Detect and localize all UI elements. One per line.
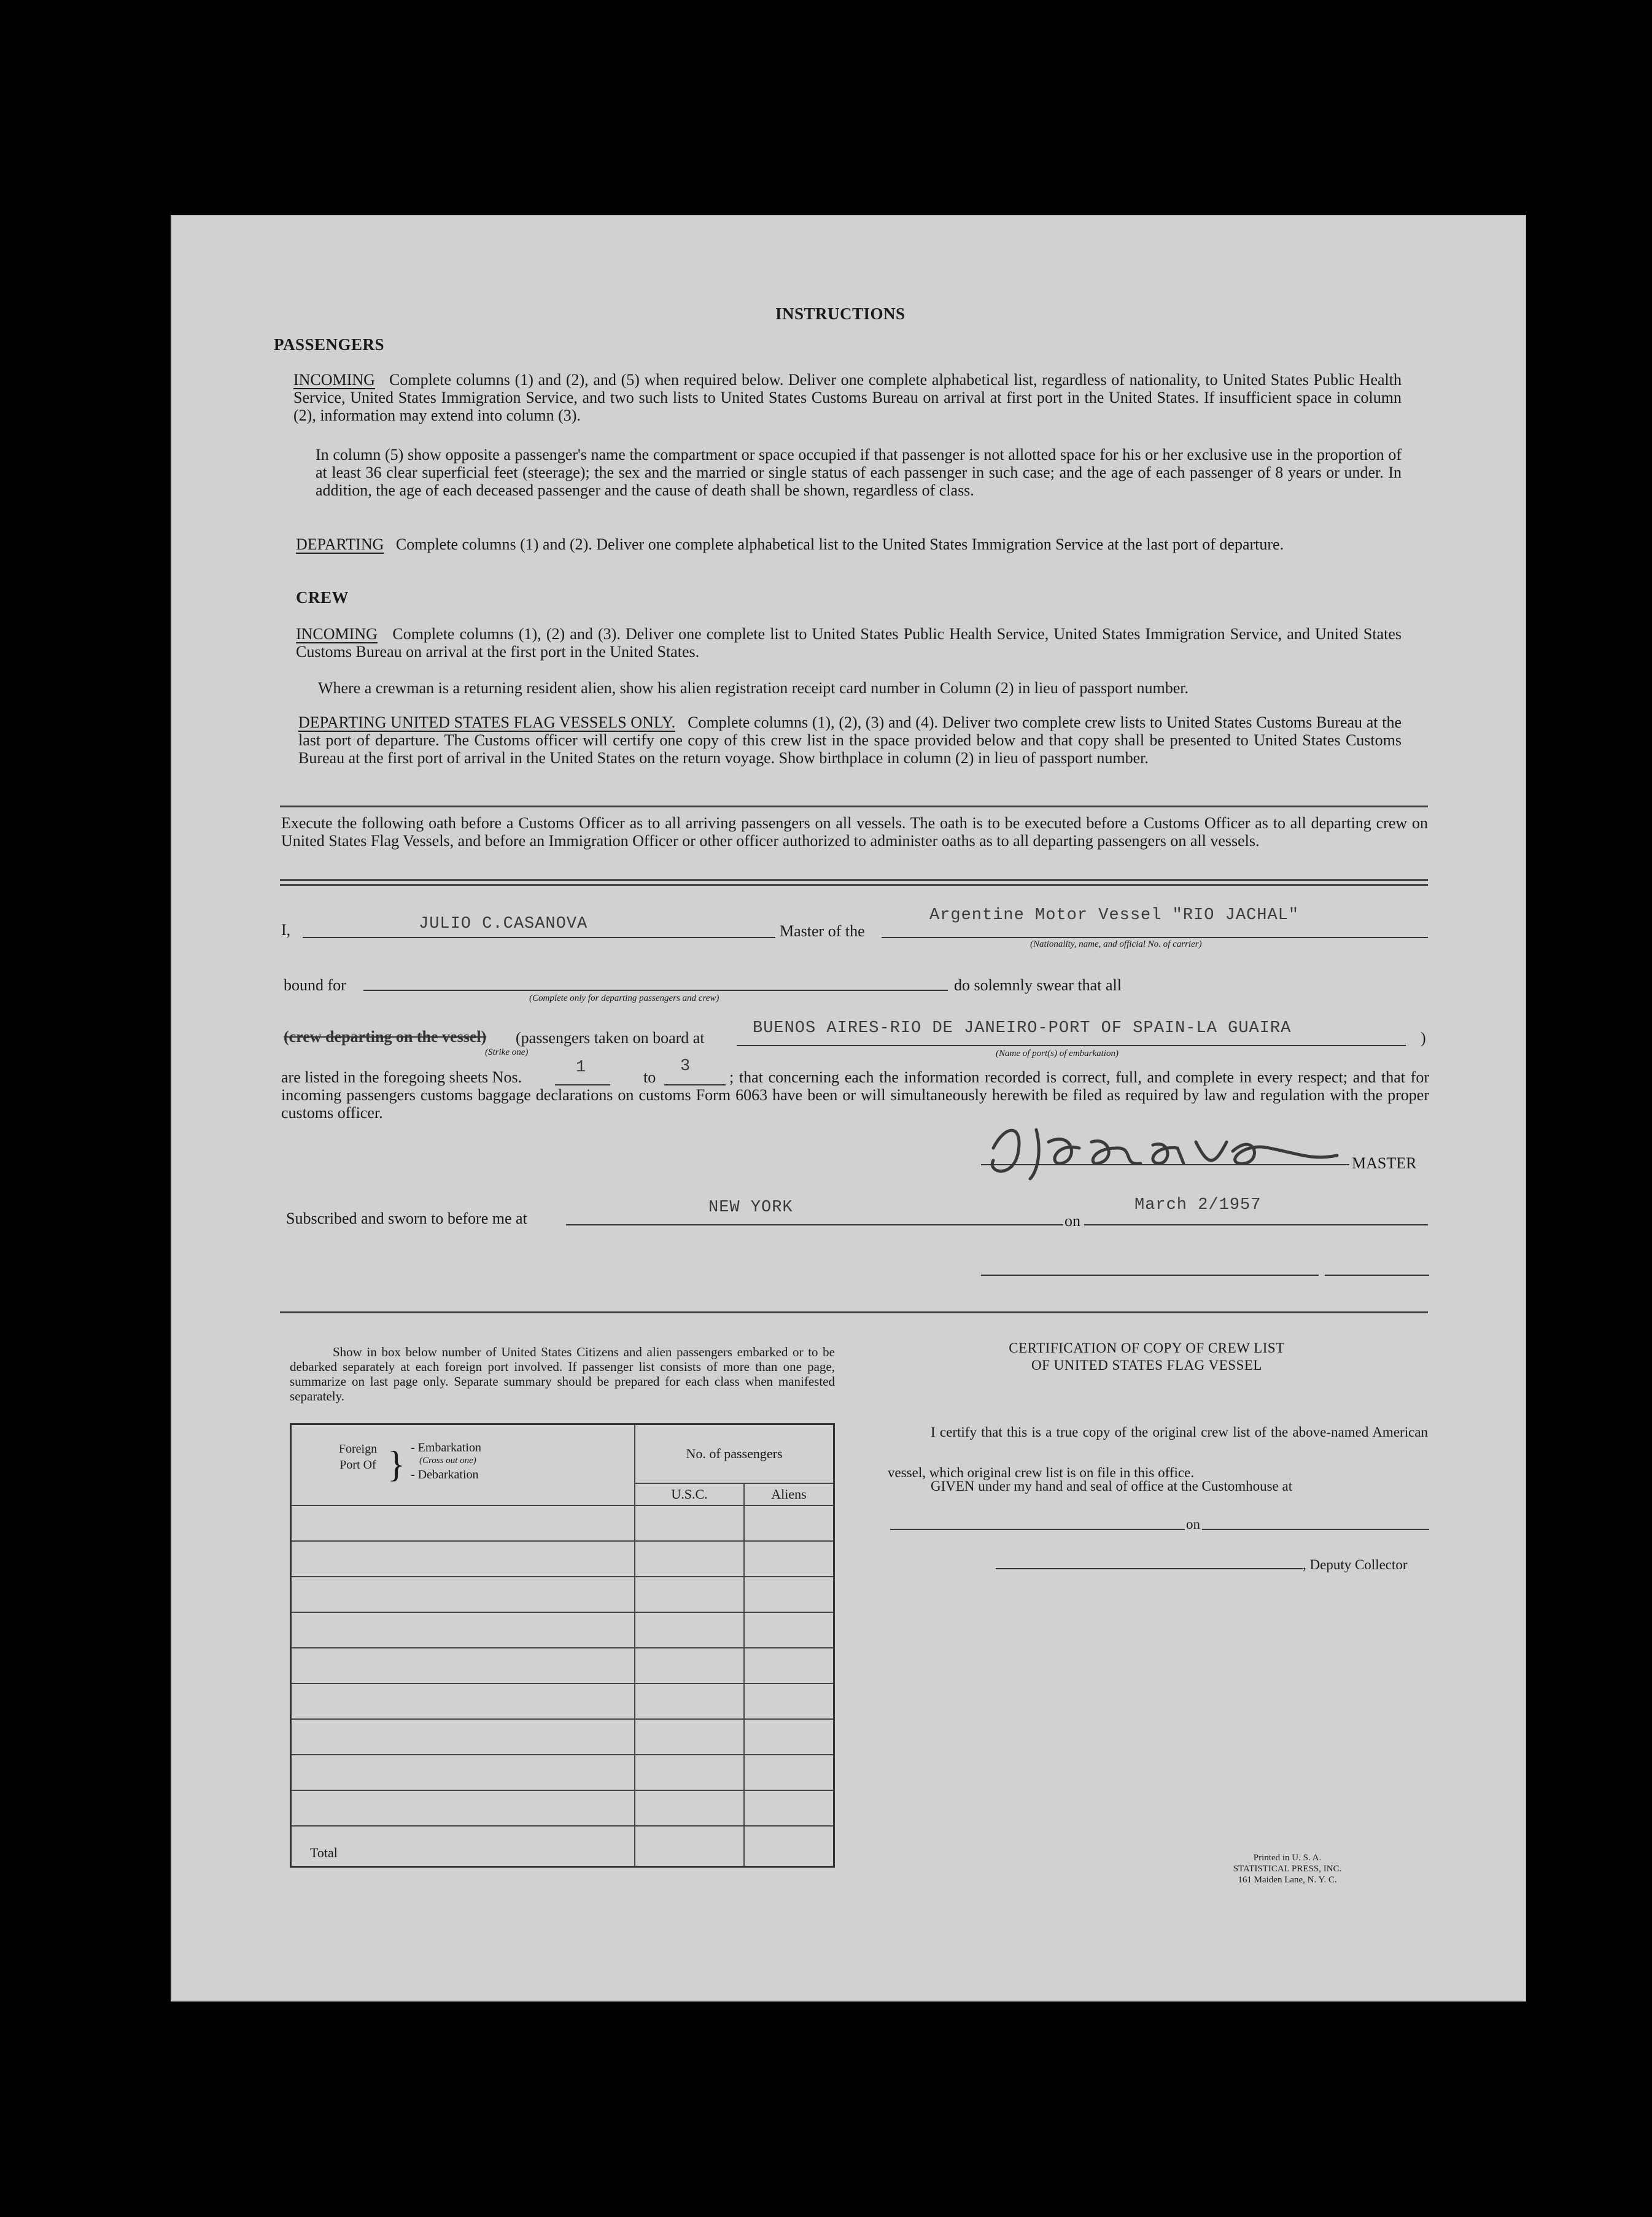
flag-vessels-label: DEPARTING UNITED STATES FLAG VESSELS ONLY.: [298, 713, 676, 731]
flag-vessels-paragraph: [298, 713, 1402, 767]
port-cell[interactable]: [291, 1683, 635, 1719]
aliens-cell[interactable]: [744, 1505, 834, 1541]
master-of-label: Master of the: [780, 922, 865, 940]
cert-date-line: [1202, 1529, 1429, 1530]
crew-incoming-text: Complete columns (1), (2) and (3). Deliver one complete list to United States Public Health Service, United States Immigration Service, and United States Customs Bureau on arrival at the first port in the United States.: [296, 625, 1402, 661]
departing-text: Complete columns (1) and (2). Deliver one complete alphabetical list to the United States Immigration Service at the last port of departure.: [395, 535, 1284, 553]
ports-line: [737, 1045, 1406, 1046]
given-text: GIVEN under my hand and seal of office at the Customhouse at: [931, 1478, 1293, 1494]
deputy-line: [996, 1568, 1303, 1569]
passengers-departing-paragraph: [296, 535, 1402, 553]
deputy-label: , Deputy Collector: [1303, 1557, 1408, 1572]
cert-on-label: on: [1186, 1516, 1200, 1532]
port-cell[interactable]: [291, 1719, 635, 1755]
aliens-cell[interactable]: [744, 1683, 834, 1719]
passengers-heading: PASSENGERS: [274, 335, 385, 354]
total-aliens-cell[interactable]: [744, 1826, 834, 1867]
date-value: March 2/1957: [1134, 1196, 1262, 1214]
cross-caption: (Cross out one): [419, 1455, 476, 1466]
aliens-cell[interactable]: [744, 1755, 834, 1790]
aliens-cell[interactable]: [744, 1541, 834, 1577]
certify-text: I certify that this is a true copy of the original crew list of the above-named American vessel, which original crew list is on file in this office.: [888, 1424, 1428, 1480]
foreign-port-label: Foreign Port Of: [338, 1442, 378, 1472]
table-header-row: [291, 1424, 834, 1483]
master-name-line: [303, 937, 775, 938]
date-line: [1084, 1224, 1428, 1225]
table-row: [291, 1683, 834, 1719]
usc-cell[interactable]: [635, 1541, 744, 1577]
passengers-incoming-paragraph: [293, 371, 1402, 424]
usc-cell[interactable]: [635, 1648, 744, 1683]
on-label: on: [1064, 1212, 1080, 1230]
usc-cell[interactable]: [635, 1683, 744, 1719]
aliens-cell[interactable]: [744, 1648, 834, 1683]
sheet-to-value: 3: [680, 1057, 691, 1076]
vessel-value: Argentine Motor Vessel "RIO JACHAL": [929, 906, 1300, 925]
table-row: [291, 1612, 834, 1648]
incoming-text: Complete columns (1) and (2), and (5) when required below. Deliver one complete alphabetical list, regardless of nationality, to United States Public Health Service, United States Immigration Service, and two such lists to United States Customs Bureau on arrival at first port in the United States. If insufficient space in column (2), information may extend into column (3).: [293, 371, 1402, 424]
port-cell[interactable]: [291, 1790, 635, 1826]
total-label: Total: [291, 1826, 635, 1867]
vessel-line: [882, 937, 1428, 938]
aliens-cell[interactable]: [744, 1790, 834, 1826]
summary-instruction: Show in box below number of United States Citizens and alien passengers embarked or to be debarked separately at each foreign port involved. If passenger list consists of more than one page, summarize on last page only. Separate summary should be prepared for each class when manifested separately.: [290, 1345, 835, 1404]
usc-cell[interactable]: [635, 1719, 744, 1755]
oath-i-label: I,: [281, 921, 291, 939]
foreign-port-header: [291, 1424, 635, 1505]
table-row: [291, 1790, 834, 1826]
total-usc-cell[interactable]: [635, 1826, 744, 1867]
table-row: [291, 1577, 834, 1612]
column5-paragraph: In column (5) show opposite a passenger's name the compartment or space occupied if that passenger is not allotted space for his or her exclusive use in the proportion of at least 36 clear superficial feet (steerage); the sex and the married or single status of each passenger in such case; and the age of each passenger of 8 years or under. In addition, the age of each deceased passenger and the cause of death shall be shown, regardless of class.: [316, 446, 1402, 499]
crew-incoming-label: INCOMING: [296, 625, 378, 643]
passengers-header: No. of passengers: [635, 1424, 834, 1483]
instructions-title: INSTRUCTIONS: [775, 305, 905, 323]
usc-header: U.S.C.: [635, 1483, 744, 1505]
port-cell[interactable]: [291, 1648, 635, 1683]
document-page: [171, 215, 1526, 2002]
signature-line: [981, 1164, 1349, 1165]
officer-title-line: [1325, 1275, 1429, 1276]
master-name-value: JULIO C.CASANOVA: [419, 915, 588, 933]
table-row: [291, 1505, 834, 1541]
bound-for-caption: (Complete only for departing passengers and crew): [529, 993, 719, 1003]
place-line: [566, 1224, 1063, 1225]
printer-imprint: [1214, 1852, 1361, 1885]
ports-value: BUENOS AIRES-RIO DE JANEIRO-PORT OF SPAIN-LA GUAIRA: [753, 1019, 1292, 1038]
divider: [280, 879, 1428, 881]
customhouse-line: [890, 1529, 1185, 1530]
aliens-cell[interactable]: [744, 1577, 834, 1612]
master-signature: [969, 1105, 1349, 1191]
brace: }: [387, 1443, 405, 1485]
table-row: [291, 1541, 834, 1577]
table-row: [291, 1755, 834, 1790]
crew-heading: CREW: [296, 588, 349, 607]
place-value: NEW YORK: [708, 1198, 793, 1217]
aliens-cell[interactable]: [744, 1612, 834, 1648]
master-label: MASTER: [1352, 1154, 1417, 1172]
departing-label: DEPARTING: [296, 535, 384, 553]
subscribed-label: Subscribed and sworn to before me at: [286, 1209, 527, 1227]
to-label: to: [643, 1068, 656, 1086]
close-paren: ): [1421, 1029, 1426, 1047]
printer-line3: 161 Maiden Lane, N. Y. C.: [1238, 1875, 1337, 1885]
passengers-label: (passengers taken on board at: [516, 1029, 705, 1047]
aliens-cell[interactable]: [744, 1719, 834, 1755]
flag-vessels-text: Complete columns (1), (2), (3) and (4). Deliver two complete crew lists to United States Customs Bureau at the last port of departure. The Customs officer will certify one copy of this crew list in the space provided below and that copy shall be presented to United States Customs Bureau at the first port of arrival in the United States on the return voyage. Show birthplace in column (2) in lieu of passport number.: [298, 713, 1402, 767]
printer-line1: Printed in U. S. A.: [1253, 1853, 1322, 1863]
sheet-from-value: 1: [576, 1058, 587, 1077]
crew-incoming-paragraph: [296, 625, 1402, 661]
table-row: [291, 1719, 834, 1755]
bound-for-label: bound for: [284, 976, 346, 994]
strike-caption: (Strike one): [485, 1047, 529, 1057]
certification-title-line1: CERTIFICATION OF COPY OF CREW LIST: [1009, 1340, 1285, 1356]
certification-title-line2: OF UNITED STATES FLAG VESSEL: [1031, 1357, 1262, 1373]
divider: [280, 1311, 1428, 1313]
listed-label: are listed in the foregoing sheets Nos.: [281, 1068, 522, 1086]
total-row: [291, 1826, 834, 1867]
crew-departing-struck: (crew departing on the vessel): [284, 1028, 487, 1046]
debarkation-label: - Debarkation: [411, 1467, 479, 1481]
port-cell[interactable]: [291, 1577, 635, 1612]
divider: [280, 806, 1428, 807]
usc-cell[interactable]: [635, 1790, 744, 1826]
officer-line: [981, 1275, 1319, 1276]
usc-cell[interactable]: [635, 1577, 744, 1612]
crew-resident-paragraph: Where a crewman is a returning resident alien, show his alien registration receipt card number in Column (2) in lieu of passport number.: [318, 679, 1189, 697]
embarkation-label: - Embarkation: [411, 1440, 481, 1454]
usc-cell[interactable]: [635, 1612, 744, 1648]
usc-cell[interactable]: [635, 1755, 744, 1790]
oath-intro: Execute the following oath before a Customs Officer as to all arriving passengers on all vessels. The oath is to be executed before a Customs Officer as to all departing crew on United States Flag Vessels, and before an Immigration Officer or other officer authorized to administer oaths as to all departing passengers on all vessels.: [281, 814, 1428, 850]
certification-title: [987, 1340, 1306, 1374]
incoming-label: INCOMING: [293, 371, 375, 389]
statement-tail: ; that concerning each the information recorded is correct, full, and complete in every respect; and that for incoming passengers customs baggage declarations on customs Form 6063 have been or will simultaneously herewith be filed as required by law and regulation with the proper customs officer.: [281, 1068, 1429, 1122]
vessel-caption: (Nationality, name, and official No. of carrier): [1030, 939, 1202, 949]
port-cell[interactable]: [291, 1755, 635, 1790]
usc-cell[interactable]: [635, 1505, 744, 1541]
aliens-header: Aliens: [744, 1483, 834, 1505]
bound-for-line: [363, 990, 948, 991]
divider: [280, 884, 1428, 886]
port-cell[interactable]: [291, 1505, 635, 1541]
ports-summary-table: [290, 1423, 835, 1868]
port-cell[interactable]: [291, 1541, 635, 1577]
table-row: [291, 1648, 834, 1683]
swear-label: do solemnly swear that all: [954, 976, 1122, 994]
printer-line2: STATISTICAL PRESS, INC.: [1233, 1864, 1342, 1874]
ports-caption: (Name of port(s) of embarkation): [996, 1049, 1119, 1058]
port-cell[interactable]: [291, 1612, 635, 1648]
